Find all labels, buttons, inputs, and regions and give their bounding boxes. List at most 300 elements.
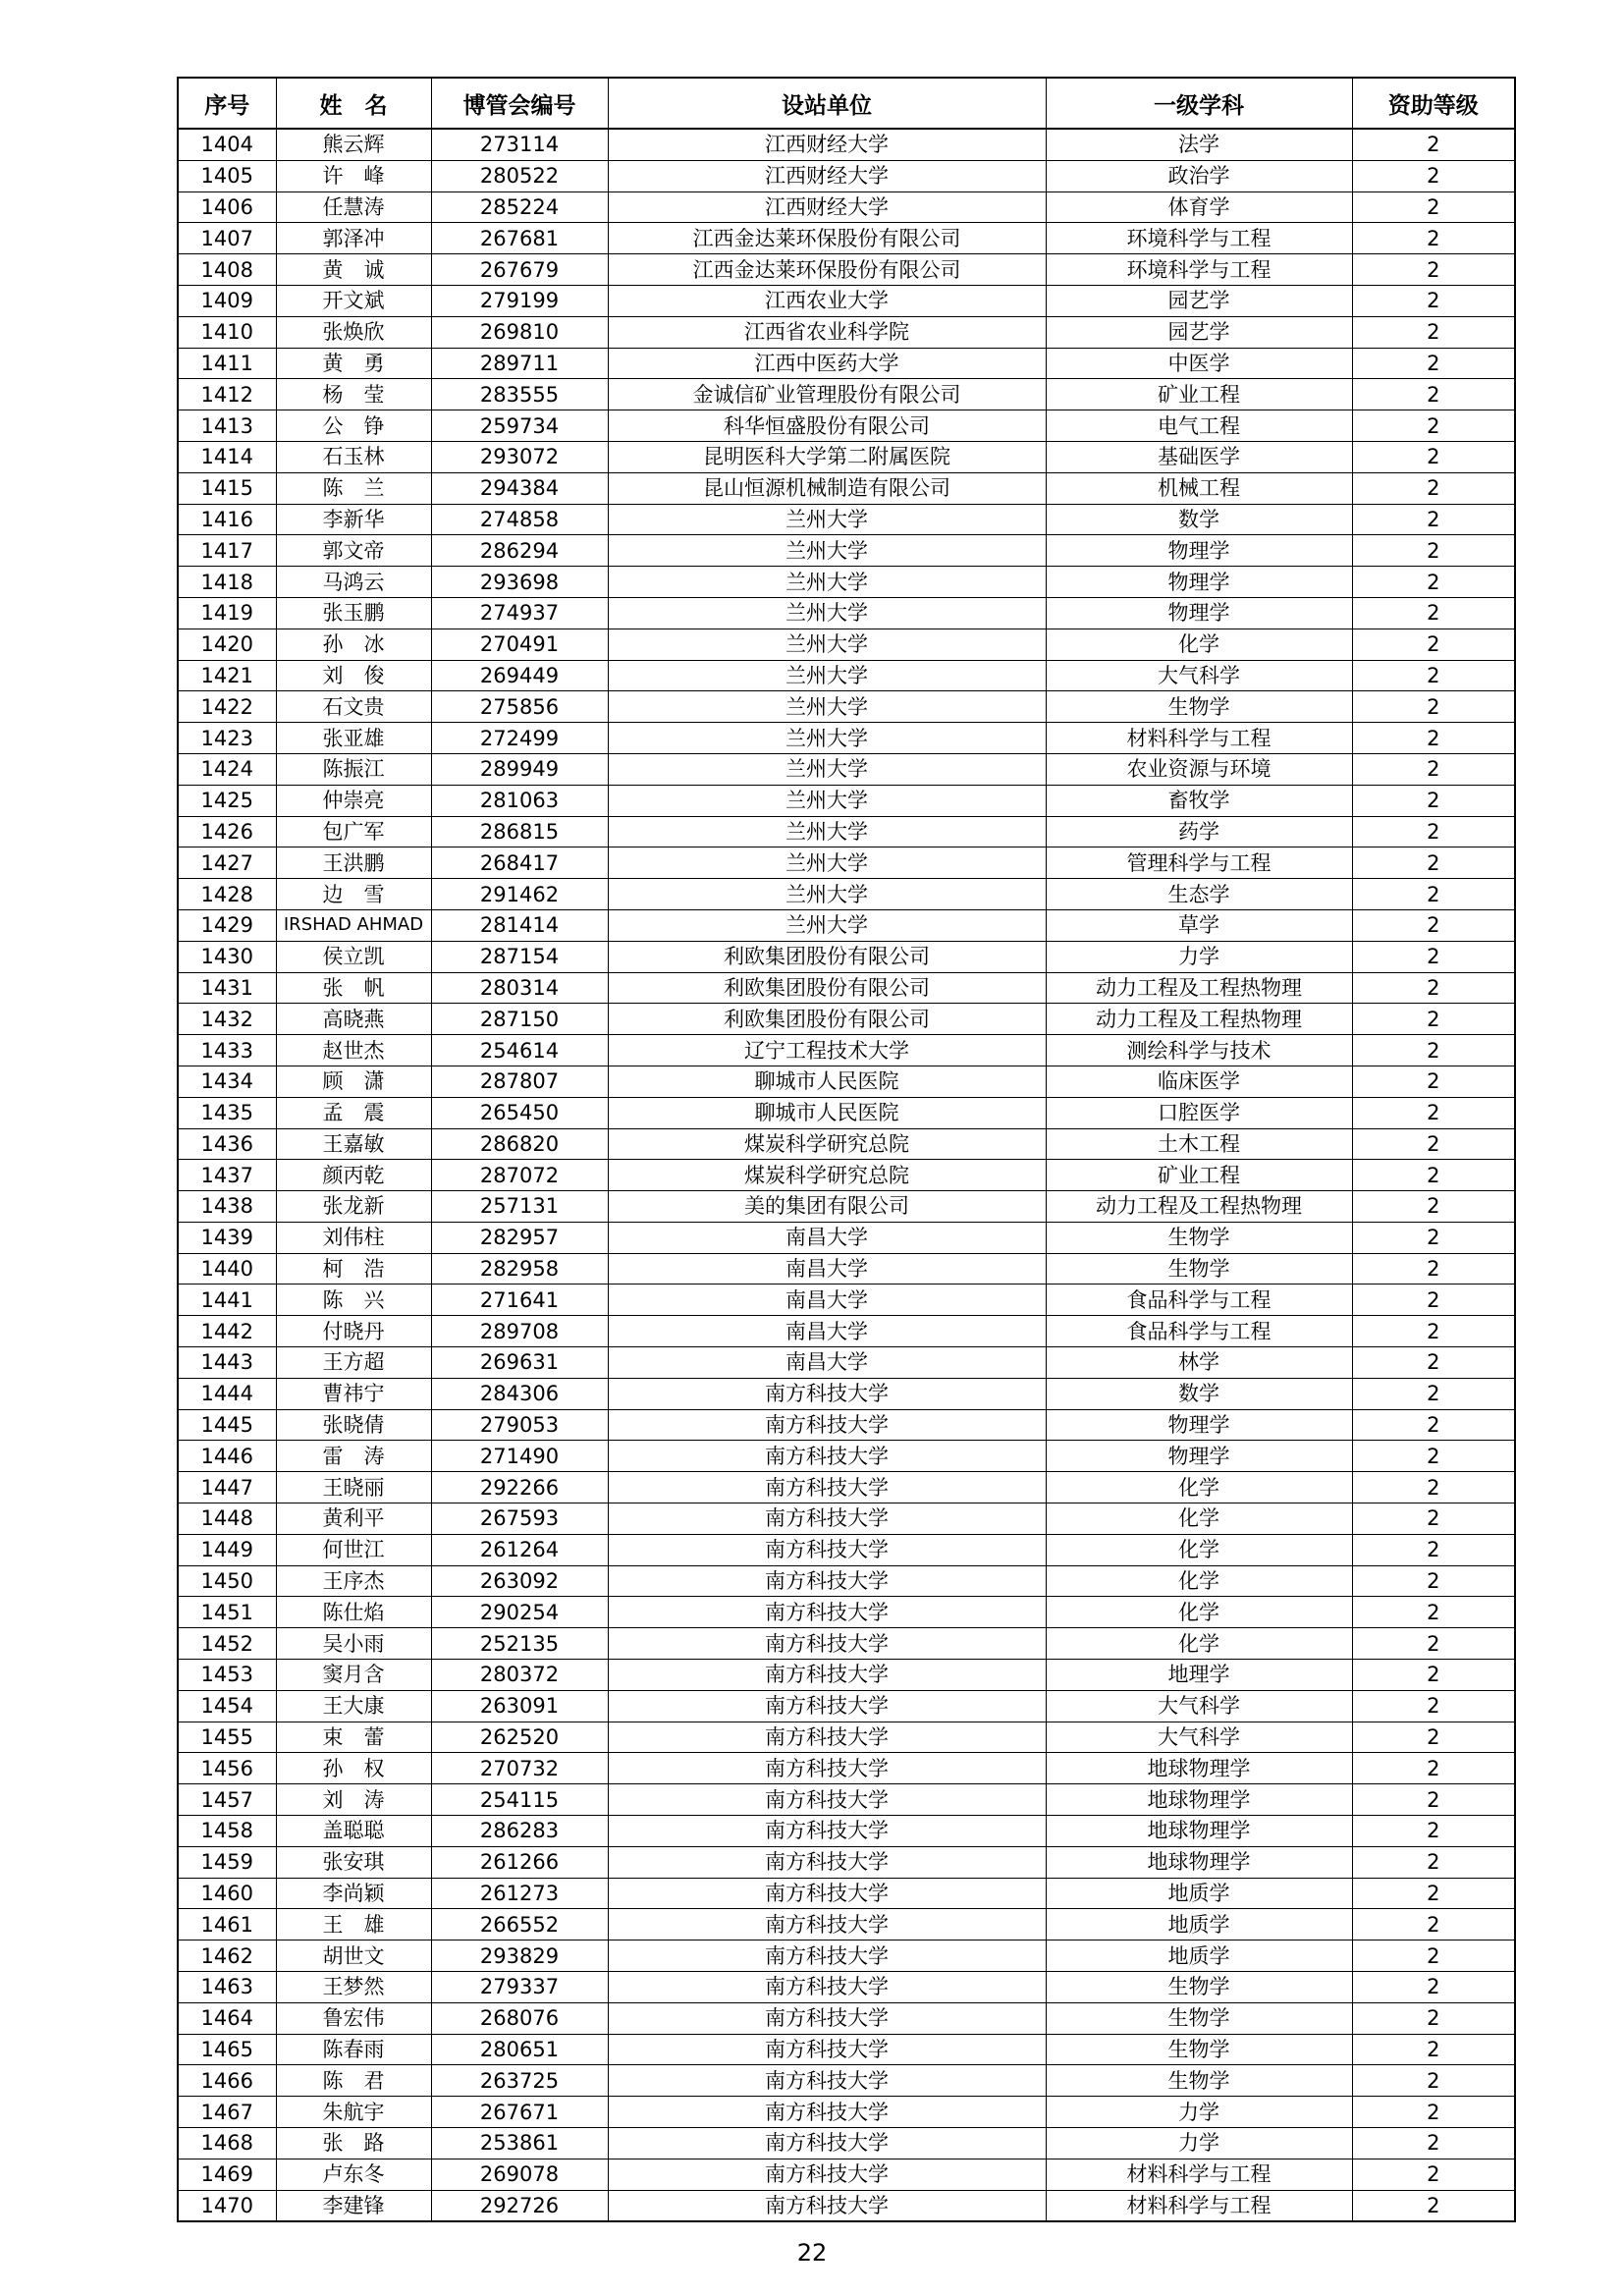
serial-no-cell: 1414 <box>178 441 276 472</box>
name-cell: 任慧涛 <box>276 191 431 223</box>
discipline-cell: 物理学 <box>1046 1441 1352 1472</box>
council-id-cell: 270491 <box>431 629 608 660</box>
name-cell: 陈 兴 <box>276 1285 431 1316</box>
table-row <box>178 1409 1515 1441</box>
discipline-cell: 生态学 <box>1046 879 1352 910</box>
host-unit-cell: 南方科技大学 <box>608 2002 1046 2034</box>
funding-level-cell: 2 <box>1352 1316 1515 1347</box>
funding-level-cell: 2 <box>1352 1128 1515 1160</box>
host-unit-cell: 金诚信矿业管理股份有限公司 <box>608 379 1046 410</box>
serial-no-cell: 1440 <box>178 1253 276 1285</box>
funding-level-cell: 2 <box>1352 1222 1515 1253</box>
table-row <box>178 1097 1515 1128</box>
header-discipline: 一级学科 <box>1046 78 1352 129</box>
name-cell: 王洪鹏 <box>276 847 431 879</box>
serial-no-cell: 1436 <box>178 1128 276 1160</box>
council-id-cell: 279053 <box>431 1409 608 1441</box>
council-id-cell: 274937 <box>431 597 608 629</box>
table-row <box>178 1066 1515 1097</box>
funding-level-cell: 2 <box>1352 1004 1515 1035</box>
host-unit-cell: 南方科技大学 <box>608 2159 1046 2190</box>
name-cell: 熊云辉 <box>276 129 431 160</box>
serial-no-cell: 1461 <box>178 1909 276 1941</box>
council-id-cell: 280372 <box>431 1660 608 1691</box>
council-id-cell: 259734 <box>431 410 608 442</box>
host-unit-cell: 南方科技大学 <box>608 1878 1046 1909</box>
host-unit-cell: 昆明医科大学第二附属医院 <box>608 441 1046 472</box>
serial-no-cell: 1416 <box>178 504 276 535</box>
serial-no-cell: 1464 <box>178 2002 276 2034</box>
host-unit-cell: 南昌大学 <box>608 1253 1046 1285</box>
host-unit-cell: 南方科技大学 <box>608 1472 1046 1503</box>
discipline-cell: 基础医学 <box>1046 441 1352 472</box>
host-unit-cell: 江西中医药大学 <box>608 348 1046 379</box>
council-id-cell: 262520 <box>431 1722 608 1753</box>
name-cell: 王大康 <box>276 1690 431 1722</box>
council-id-cell: 254115 <box>431 1784 608 1816</box>
table-header-row <box>178 78 1515 129</box>
serial-no-cell: 1453 <box>178 1660 276 1691</box>
funding-level-cell: 2 <box>1352 1784 1515 1816</box>
host-unit-cell: 南方科技大学 <box>608 2128 1046 2159</box>
discipline-cell: 化学 <box>1046 1503 1352 1535</box>
funding-level-cell: 2 <box>1352 691 1515 723</box>
council-id-cell: 268076 <box>431 2002 608 2034</box>
table-row <box>178 1472 1515 1503</box>
name-cell: 盖聪聪 <box>276 1816 431 1847</box>
serial-no-cell: 1405 <box>178 160 276 191</box>
name-cell: 鲁宏伟 <box>276 2002 431 2034</box>
host-unit-cell: 兰州大学 <box>608 785 1046 816</box>
table-row <box>178 2065 1515 2097</box>
name-cell: 张亚雄 <box>276 723 431 754</box>
serial-no-cell: 1418 <box>178 567 276 598</box>
funding-level-cell: 2 <box>1352 785 1515 816</box>
council-id-cell: 263091 <box>431 1690 608 1722</box>
host-unit-cell: 南方科技大学 <box>608 1441 1046 1472</box>
name-cell: 李新华 <box>276 504 431 535</box>
serial-no-cell: 1465 <box>178 2034 276 2065</box>
serial-no-cell: 1459 <box>178 1846 276 1878</box>
table-row <box>178 1253 1515 1285</box>
table-row <box>178 785 1515 816</box>
host-unit-cell: 南方科技大学 <box>608 1503 1046 1535</box>
serial-no-cell: 1408 <box>178 254 276 286</box>
name-cell: 黄 勇 <box>276 348 431 379</box>
host-unit-cell: 南方科技大学 <box>608 1409 1046 1441</box>
table-row <box>178 1347 1515 1379</box>
discipline-cell: 畜牧学 <box>1046 785 1352 816</box>
council-id-cell: 267593 <box>431 1503 608 1535</box>
council-id-cell: 285224 <box>431 191 608 223</box>
council-id-cell: 280522 <box>431 160 608 191</box>
serial-no-cell: 1462 <box>178 1941 276 1972</box>
table-row <box>178 847 1515 879</box>
table-row <box>178 160 1515 191</box>
host-unit-cell: 南方科技大学 <box>608 1972 1046 2003</box>
funding-level-cell: 2 <box>1352 1753 1515 1784</box>
table-row <box>178 2128 1515 2159</box>
table-row <box>178 691 1515 723</box>
name-cell: 石文贵 <box>276 691 431 723</box>
host-unit-cell: 兰州大学 <box>608 753 1046 785</box>
serial-no-cell: 1435 <box>178 1097 276 1128</box>
host-unit-cell: 南方科技大学 <box>608 1846 1046 1878</box>
table-row <box>178 472 1515 504</box>
discipline-cell: 生物学 <box>1046 2065 1352 2097</box>
table-row <box>178 1753 1515 1784</box>
name-cell: 束 蕾 <box>276 1722 431 1753</box>
serial-no-cell: 1413 <box>178 410 276 442</box>
discipline-cell: 环境科学与工程 <box>1046 254 1352 286</box>
page-number: 22 <box>796 2239 828 2267</box>
council-id-cell: 291462 <box>431 879 608 910</box>
name-cell: 杨 莹 <box>276 379 431 410</box>
table-row <box>178 909 1515 941</box>
council-id-cell: 290254 <box>431 1597 608 1628</box>
funding-level-cell: 2 <box>1352 847 1515 879</box>
funding-level-cell: 2 <box>1352 629 1515 660</box>
name-cell: 石玉林 <box>276 441 431 472</box>
council-id-cell: 286294 <box>431 535 608 567</box>
discipline-cell: 化学 <box>1046 1534 1352 1565</box>
discipline-cell: 农业资源与环境 <box>1046 753 1352 785</box>
council-id-cell: 269631 <box>431 1347 608 1379</box>
council-id-cell: 289708 <box>431 1316 608 1347</box>
table-row <box>178 1160 1515 1191</box>
header-host-unit: 设站单位 <box>608 78 1046 129</box>
table-row <box>178 535 1515 567</box>
name-cell: 刘 俊 <box>276 660 431 691</box>
table-row <box>178 410 1515 442</box>
funding-level-cell: 2 <box>1352 1660 1515 1691</box>
serial-no-cell: 1422 <box>178 691 276 723</box>
discipline-cell: 管理科学与工程 <box>1046 847 1352 879</box>
table-row <box>178 1004 1515 1035</box>
discipline-cell: 机械工程 <box>1046 472 1352 504</box>
discipline-cell: 地球物理学 <box>1046 1753 1352 1784</box>
serial-no-cell: 1451 <box>178 1597 276 1628</box>
serial-no-cell: 1432 <box>178 1004 276 1035</box>
discipline-cell: 地质学 <box>1046 1909 1352 1941</box>
name-cell: 陈振江 <box>276 753 431 785</box>
table-row <box>178 504 1515 535</box>
council-id-cell: 281414 <box>431 909 608 941</box>
table-row <box>178 348 1515 379</box>
table-row <box>178 441 1515 472</box>
table-row <box>178 629 1515 660</box>
council-id-cell: 292726 <box>431 2190 608 2221</box>
name-cell: 王序杰 <box>276 1565 431 1597</box>
host-unit-cell: 江西农业大学 <box>608 285 1046 316</box>
funding-level-cell: 2 <box>1352 535 1515 567</box>
council-id-cell: 287150 <box>431 1004 608 1035</box>
name-cell: 孟 震 <box>276 1097 431 1128</box>
table-row <box>178 816 1515 847</box>
council-id-cell: 269810 <box>431 316 608 348</box>
serial-no-cell: 1438 <box>178 1191 276 1223</box>
serial-no-cell: 1457 <box>178 1784 276 1816</box>
host-unit-cell: 煤炭科学研究总院 <box>608 1128 1046 1160</box>
name-cell: 孙 权 <box>276 1753 431 1784</box>
table-row <box>178 1972 1515 2003</box>
discipline-cell: 草学 <box>1046 909 1352 941</box>
host-unit-cell: 兰州大学 <box>608 504 1046 535</box>
discipline-cell: 大气科学 <box>1046 1690 1352 1722</box>
funding-level-cell: 2 <box>1352 909 1515 941</box>
funding-level-cell: 2 <box>1352 753 1515 785</box>
table-row <box>178 660 1515 691</box>
discipline-cell: 数学 <box>1046 504 1352 535</box>
funding-level-cell: 2 <box>1352 1503 1515 1535</box>
name-cell: 颜丙乾 <box>276 1160 431 1191</box>
table-row <box>178 1660 1515 1691</box>
discipline-cell: 测绘科学与技术 <box>1046 1035 1352 1066</box>
discipline-cell: 力学 <box>1046 2128 1352 2159</box>
host-unit-cell: 利欧集团股份有限公司 <box>608 941 1046 972</box>
host-unit-cell: 辽宁工程技术大学 <box>608 1035 1046 1066</box>
funding-level-cell: 2 <box>1352 723 1515 754</box>
table-row <box>178 1378 1515 1409</box>
discipline-cell: 园艺学 <box>1046 316 1352 348</box>
funding-level-cell: 2 <box>1352 472 1515 504</box>
council-id-cell: 286283 <box>431 1816 608 1847</box>
host-unit-cell: 南昌大学 <box>608 1222 1046 1253</box>
name-cell: 郭泽冲 <box>276 223 431 254</box>
discipline-cell: 体育学 <box>1046 191 1352 223</box>
serial-no-cell: 1411 <box>178 348 276 379</box>
table-row <box>178 129 1515 160</box>
host-unit-cell: 南方科技大学 <box>608 2190 1046 2221</box>
council-id-cell: 263725 <box>431 2065 608 2097</box>
discipline-cell: 地球物理学 <box>1046 1846 1352 1878</box>
host-unit-cell: 江西财经大学 <box>608 160 1046 191</box>
council-id-cell: 265450 <box>431 1097 608 1128</box>
host-unit-cell: 兰州大学 <box>608 909 1046 941</box>
council-id-cell: 267681 <box>431 223 608 254</box>
table-row <box>178 753 1515 785</box>
name-cell: 王晓丽 <box>276 1472 431 1503</box>
serial-no-cell: 1425 <box>178 785 276 816</box>
host-unit-cell: 南方科技大学 <box>608 1690 1046 1722</box>
serial-no-cell: 1407 <box>178 223 276 254</box>
host-unit-cell: 江西财经大学 <box>608 191 1046 223</box>
table-row <box>178 1285 1515 1316</box>
serial-no-cell: 1456 <box>178 1753 276 1784</box>
name-cell: 柯 浩 <box>276 1253 431 1285</box>
name-cell: 张 帆 <box>276 972 431 1004</box>
discipline-cell: 化学 <box>1046 1565 1352 1597</box>
host-unit-cell: 兰州大学 <box>608 723 1046 754</box>
serial-no-cell: 1409 <box>178 285 276 316</box>
name-cell: 高晓燕 <box>276 1004 431 1035</box>
serial-no-cell: 1458 <box>178 1816 276 1847</box>
council-id-cell: 286815 <box>431 816 608 847</box>
name-cell: 侯立凯 <box>276 941 431 972</box>
serial-no-cell: 1410 <box>178 316 276 348</box>
serial-no-cell: 1429 <box>178 909 276 941</box>
name-cell: 刘 涛 <box>276 1784 431 1816</box>
serial-no-cell: 1441 <box>178 1285 276 1316</box>
host-unit-cell: 南方科技大学 <box>608 1909 1046 1941</box>
serial-no-cell: 1470 <box>178 2190 276 2221</box>
funding-level-cell: 2 <box>1352 2190 1515 2221</box>
funding-level-cell: 2 <box>1352 191 1515 223</box>
name-cell: 许 峰 <box>276 160 431 191</box>
name-cell: 王方超 <box>276 1347 431 1379</box>
council-id-cell: 293072 <box>431 441 608 472</box>
discipline-cell: 材料科学与工程 <box>1046 2159 1352 2190</box>
host-unit-cell: 兰州大学 <box>608 629 1046 660</box>
serial-no-cell: 1447 <box>178 1472 276 1503</box>
serial-no-cell: 1406 <box>178 191 276 223</box>
host-unit-cell: 昆山恒源机械制造有限公司 <box>608 472 1046 504</box>
funding-level-cell: 2 <box>1352 1472 1515 1503</box>
serial-no-cell: 1431 <box>178 972 276 1004</box>
serial-no-cell: 1412 <box>178 379 276 410</box>
serial-no-cell: 1415 <box>178 472 276 504</box>
council-id-cell: 263092 <box>431 1565 608 1597</box>
council-id-cell: 287807 <box>431 1066 608 1097</box>
name-cell: 王梦然 <box>276 1972 431 2003</box>
host-unit-cell: 江西省农业科学院 <box>608 316 1046 348</box>
discipline-cell: 材料科学与工程 <box>1046 723 1352 754</box>
council-id-cell: 269449 <box>431 660 608 691</box>
funding-level-cell: 2 <box>1352 1690 1515 1722</box>
header-funding-level: 资助等级 <box>1352 78 1515 129</box>
discipline-cell: 物理学 <box>1046 535 1352 567</box>
host-unit-cell: 南方科技大学 <box>608 1378 1046 1409</box>
funding-table <box>177 77 1516 2222</box>
host-unit-cell: 南方科技大学 <box>608 1597 1046 1628</box>
name-cell: 黄 诚 <box>276 254 431 286</box>
host-unit-cell: 南方科技大学 <box>608 1784 1046 1816</box>
funding-level-cell: 2 <box>1352 879 1515 910</box>
discipline-cell: 动力工程及工程热物理 <box>1046 972 1352 1004</box>
funding-level-cell: 2 <box>1352 254 1515 286</box>
funding-level-cell: 2 <box>1352 441 1515 472</box>
host-unit-cell: 南方科技大学 <box>608 2065 1046 2097</box>
table-row <box>178 1690 1515 1722</box>
name-cell: 卢东冬 <box>276 2159 431 2190</box>
council-id-cell: 267679 <box>431 254 608 286</box>
discipline-cell: 动力工程及工程热物理 <box>1046 1191 1352 1223</box>
serial-no-cell: 1419 <box>178 597 276 629</box>
host-unit-cell: 兰州大学 <box>608 660 1046 691</box>
funding-level-cell: 2 <box>1352 1597 1515 1628</box>
discipline-cell: 物理学 <box>1046 1409 1352 1441</box>
discipline-cell: 林学 <box>1046 1347 1352 1379</box>
funding-level-cell: 2 <box>1352 1878 1515 1909</box>
table-row <box>178 1565 1515 1597</box>
council-id-cell: 253861 <box>431 2128 608 2159</box>
table-row <box>178 2190 1515 2221</box>
host-unit-cell: 南方科技大学 <box>608 1753 1046 1784</box>
serial-no-cell: 1463 <box>178 1972 276 2003</box>
table-row <box>178 379 1515 410</box>
discipline-cell: 电气工程 <box>1046 410 1352 442</box>
council-id-cell: 279199 <box>431 285 608 316</box>
discipline-cell: 生物学 <box>1046 691 1352 723</box>
council-id-cell: 272499 <box>431 723 608 754</box>
council-id-cell: 282958 <box>431 1253 608 1285</box>
host-unit-cell: 江西财经大学 <box>608 129 1046 160</box>
serial-no-cell: 1469 <box>178 2159 276 2190</box>
council-id-cell: 269078 <box>431 2159 608 2190</box>
name-cell: 赵世杰 <box>276 1035 431 1066</box>
serial-no-cell: 1426 <box>178 816 276 847</box>
table-body <box>178 129 1515 2221</box>
funding-level-cell: 2 <box>1352 223 1515 254</box>
host-unit-cell: 南方科技大学 <box>608 1628 1046 1660</box>
name-cell: 雷 涛 <box>276 1441 431 1472</box>
host-unit-cell: 南昌大学 <box>608 1285 1046 1316</box>
table-row <box>178 1441 1515 1472</box>
discipline-cell: 动力工程及工程热物理 <box>1046 1004 1352 1035</box>
host-unit-cell: 利欧集团股份有限公司 <box>608 1004 1046 1035</box>
discipline-cell: 生物学 <box>1046 2002 1352 2034</box>
funding-level-cell: 2 <box>1352 567 1515 598</box>
serial-no-cell: 1468 <box>178 2128 276 2159</box>
funding-level-cell: 2 <box>1352 1285 1515 1316</box>
serial-no-cell: 1442 <box>178 1316 276 1347</box>
discipline-cell: 地球物理学 <box>1046 1784 1352 1816</box>
serial-no-cell: 1460 <box>178 1878 276 1909</box>
host-unit-cell: 利欧集团股份有限公司 <box>608 972 1046 1004</box>
discipline-cell: 地球物理学 <box>1046 1816 1352 1847</box>
funding-level-cell: 2 <box>1352 285 1515 316</box>
host-unit-cell: 江西金达莱环保股份有限公司 <box>608 254 1046 286</box>
name-cell: 包广军 <box>276 816 431 847</box>
table-row <box>178 1128 1515 1160</box>
council-id-cell: 257131 <box>431 1191 608 1223</box>
council-id-cell: 268417 <box>431 847 608 879</box>
serial-no-cell: 1443 <box>178 1347 276 1379</box>
discipline-cell: 生物学 <box>1046 1253 1352 1285</box>
name-cell: 窦月含 <box>276 1660 431 1691</box>
table-row <box>178 972 1515 1004</box>
funding-level-cell: 2 <box>1352 972 1515 1004</box>
funding-level-cell: 2 <box>1352 1846 1515 1878</box>
discipline-cell: 口腔医学 <box>1046 1097 1352 1128</box>
name-cell: 陈 君 <box>276 2065 431 2097</box>
discipline-cell: 食品科学与工程 <box>1046 1285 1352 1316</box>
host-unit-cell: 南方科技大学 <box>608 1816 1046 1847</box>
name-cell: IRSHAD AHMAD <box>276 909 431 941</box>
council-id-cell: 274858 <box>431 504 608 535</box>
funding-level-cell: 2 <box>1352 1534 1515 1565</box>
serial-no-cell: 1404 <box>178 129 276 160</box>
table-row <box>178 879 1515 910</box>
council-id-cell: 275856 <box>431 691 608 723</box>
discipline-cell: 食品科学与工程 <box>1046 1316 1352 1347</box>
host-unit-cell: 聊城市人民医院 <box>608 1097 1046 1128</box>
host-unit-cell: 兰州大学 <box>608 847 1046 879</box>
host-unit-cell: 南方科技大学 <box>608 2097 1046 2128</box>
funding-level-cell: 2 <box>1352 1253 1515 1285</box>
serial-no-cell: 1428 <box>178 879 276 910</box>
council-id-cell: 261266 <box>431 1846 608 1878</box>
name-cell: 仲崇亮 <box>276 785 431 816</box>
funding-level-cell: 2 <box>1352 316 1515 348</box>
funding-level-cell: 2 <box>1352 2097 1515 2128</box>
table-row <box>178 254 1515 286</box>
serial-no-cell: 1427 <box>178 847 276 879</box>
council-id-cell: 267671 <box>431 2097 608 2128</box>
serial-no-cell: 1445 <box>178 1409 276 1441</box>
funding-level-cell: 2 <box>1352 410 1515 442</box>
name-cell: 顾 潇 <box>276 1066 431 1097</box>
